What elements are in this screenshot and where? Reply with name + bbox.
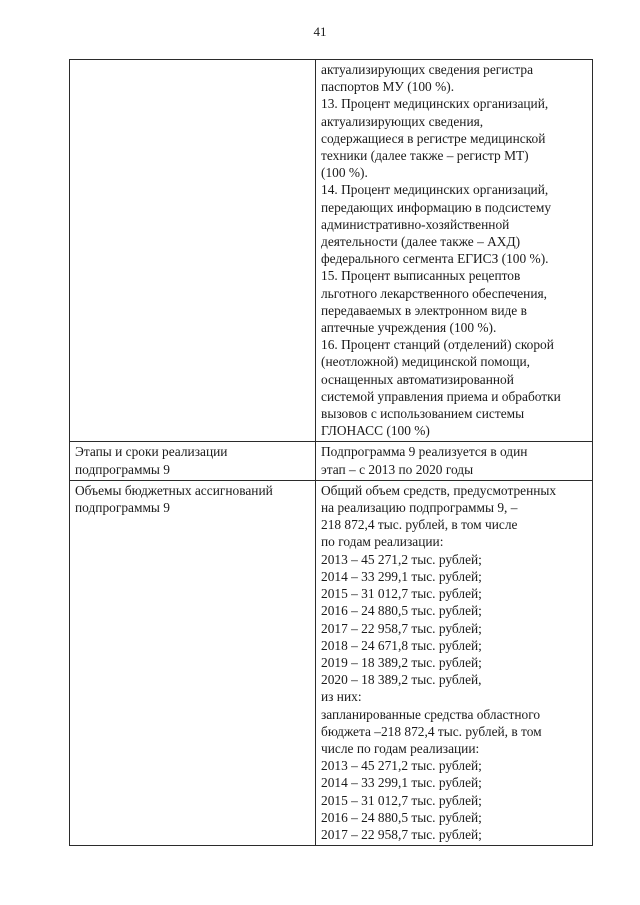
value-line: техники (далее также – регистр МТ): [321, 148, 529, 164]
value-line: 2017 – 22 958,7 тыс. рублей;: [321, 826, 482, 842]
value-line: 2019 – 18 389,2 тыс. рублей;: [321, 654, 482, 670]
label-line: Этапы и сроки реализации: [75, 444, 228, 460]
value-line: числе по годам реализации:: [321, 740, 480, 756]
value-line: оснащенных автоматизированной: [321, 371, 514, 387]
passport-table: [69, 59, 593, 846]
table-row: [70, 442, 593, 480]
row-label-cell: [70, 442, 316, 480]
value-line: передающих информацию в подсистему: [321, 199, 552, 215]
value-line: 218 872,4 тыс. рублей, в том числе: [321, 517, 518, 533]
value-line: 2013 – 45 271,2 тыс. рублей;: [321, 758, 482, 774]
label-line: подпрограммы 9: [75, 461, 170, 477]
value-line: аптечные учреждения (100 %).: [321, 320, 497, 336]
label-line: подпрограммы 9: [75, 500, 170, 516]
value-line: запланированные средства областного: [321, 706, 541, 722]
value-line: 2014 – 33 299,1 тыс. рублей;: [321, 775, 482, 791]
label-line: Объемы бюджетных ассигнований: [75, 482, 273, 498]
value-line: (неотложной) медицинской помощи,: [321, 354, 531, 370]
value-line: 2017 – 22 958,7 тыс. рублей;: [321, 620, 482, 636]
value-line: административно-хозяйственной: [321, 216, 510, 232]
value-line: паспортов МУ (100 %).: [321, 79, 455, 95]
value-line: 16. Процент станций (отделений) скорой: [321, 337, 554, 353]
value-line: 2018 – 24 671,8 тыс. рублей;: [321, 637, 482, 653]
row-value-cell: [316, 442, 593, 480]
value-line: на реализацию подпрограммы 9, –: [321, 500, 518, 516]
value-line: 13. Процент медицинских организаций,: [321, 96, 549, 112]
row-value-cell: [316, 480, 593, 845]
value-line: системой управления приема и обработки: [321, 388, 561, 404]
value-line: 2016 – 24 880,5 тыс. рублей;: [321, 603, 482, 619]
value-line: вызовов с использованием системы: [321, 406, 525, 422]
page-number: 41: [313, 24, 327, 39]
value-line: 2020 – 18 389,2 тыс. рублей,: [321, 672, 482, 688]
value-line: льготного лекарственного обеспечения,: [321, 285, 548, 301]
value-line: из них:: [321, 689, 362, 705]
value-line: 2013 – 45 271,2 тыс. рублей;: [321, 551, 482, 567]
value-line: актуализирующих сведения регистра: [321, 62, 534, 77]
value-line: 2016 – 24 880,5 тыс. рублей;: [321, 809, 482, 825]
value-line: бюджета –218 872,4 тыс. рублей, в том: [321, 723, 542, 739]
value-line: 2014 – 33 299,1 тыс. рублей;: [321, 568, 482, 584]
value-line: актуализирующих сведения,: [321, 113, 484, 129]
value-line: 2015 – 31 012,7 тыс. рублей;: [321, 792, 482, 808]
value-line: содержащиеся в регистре медицинской: [321, 130, 546, 146]
value-line: по годам реализации:: [321, 534, 444, 550]
table-row: [70, 480, 593, 845]
value-line: ГЛОНАСС (100 %): [321, 423, 430, 439]
row-value-cell: [316, 60, 593, 442]
value-line: 2015 – 31 012,7 тыс. рублей;: [321, 586, 482, 602]
row-label-cell: [70, 60, 316, 442]
value-line: деятельности (далее также – АХД): [321, 234, 521, 250]
value-line: Общий объем средств, предусмотренных: [321, 482, 557, 498]
value-line: федерального сегмента ЕГИСЗ (100 %).: [321, 251, 549, 267]
value-line: 14. Процент медицинских организаций,: [321, 182, 549, 198]
value-line: передаваемых в электронном виде в: [321, 302, 527, 318]
row-label-cell: [70, 480, 316, 845]
table-row: [70, 60, 593, 442]
value-line: 15. Процент выписанных рецептов: [321, 268, 521, 284]
value-line: Подпрограмма 9 реализуется в один: [321, 444, 528, 460]
value-line: этап – с 2013 по 2020 годы: [321, 461, 474, 477]
value-line: (100 %).: [321, 165, 368, 181]
